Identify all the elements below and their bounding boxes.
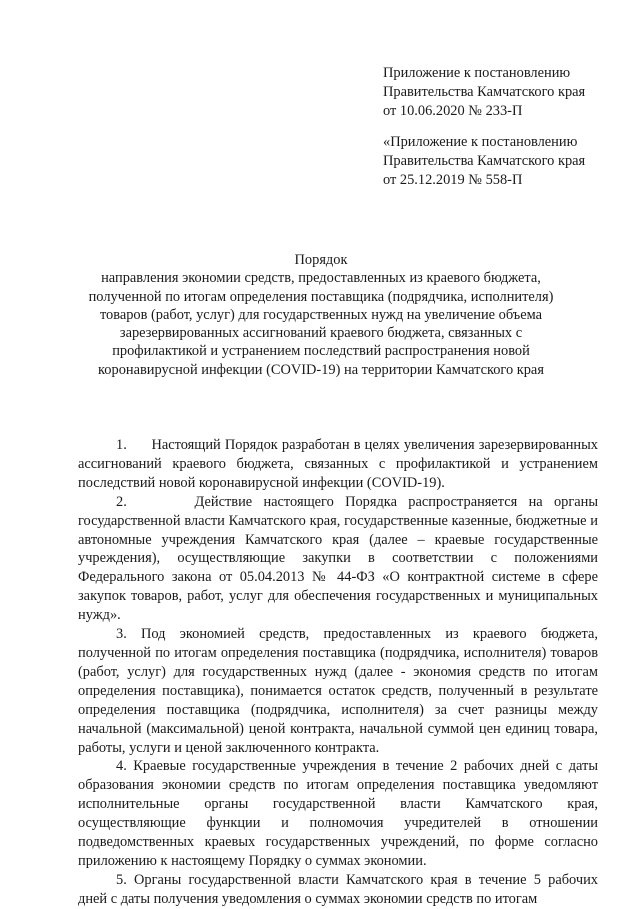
appendix-header-line: Приложение к постановлению [383,65,571,81]
paragraph-3: 3. Под экономией средств, предоставленных из краевого бюджета, полученной по итогам определения поставщика (подрядчика, исполнителя) товаров (работ, услуг) для государственных нужд (далее - экономия средств по итогам определения поставщика), понимается остаток средств, полученный в результате определения поставщика (подрядчика, исполнителя) за счет разницы между начальной (максимальной) ценой контракта, начальной суммой цен единиц товара, работы, услуги и ценой заключенного контракта. [78,626,598,756]
title-line: направления экономии средств, предоставленных из краевого бюджета, [101,270,541,287]
appendix-header-line: «Приложение к постановлению [383,134,578,150]
title-line: зарезервированных ассигнований краевого бюджета, связанных с [119,325,523,342]
paragraph-2: 2. Действие настоящего Порядка распространяется на органы государственной власти Камчатского края, государственные казенные, бюджетные и автономные учреждения Камчатского края (далее – краевые государственные учреждения), осуществляющие закупки в соответствии с положениями Федерального закона от 05.04.2013 № 44-ФЗ «О контрактной системе в сфере закупок товаров, работ, услуг для обеспечения государственных и муниципальных нужд». [78,493,598,624]
title-line: коронавирусной инфекции (COVID-19) на территории Камчатского края [98,361,544,378]
appendix-header-line: от 25.12.2019 № 558-П [383,172,523,188]
appendix-header-current [383,64,628,121]
appendix-header-original [383,133,628,190]
appendix-header-line: от 10.06.2020 № 233-П [383,103,523,119]
title-heading: Порядок [294,252,348,268]
appendix-header-line: Правительства Камчатского края [383,153,586,169]
title-line: профилактикой и устранением последствий распространения новой [112,343,530,360]
document-title [60,251,582,379]
title-line: товаров (работ, услуг) для государственных нужд на увеличение объема [99,306,543,323]
paragraph-1: 1. Настоящий Порядок разработан в целях увеличения зарезервированных ассигнований краевого бюджета, связанных с профилактикой и устранением последствий новой коронавирусной инфекции (COVID-19). [78,437,598,491]
paragraph-5: 5. Органы государственной власти Камчатского края в течение 5 рабочих дней с даты получения уведомления о суммах экономии средств по итогам [78,871,598,907]
paragraph-4: 4. Краевые государственные учреждения в течение 2 рабочих дней с даты образования экономии средств по итогам определения поставщика уведомляют исполнительные органы государственной власти Камчатского края, осуществляющие функции и полномочия учредителей в отношении подведомственных краевых государственных учреждений, по форме согласно приложению к настоящему Порядку о суммах экономии. [78,758,598,869]
appendix-header-line: Правительства Камчатского края [383,84,586,100]
title-line: полученной по итогам определения поставщика (подрядчика, исполнителя) [88,288,554,305]
document-body [78,436,598,909]
